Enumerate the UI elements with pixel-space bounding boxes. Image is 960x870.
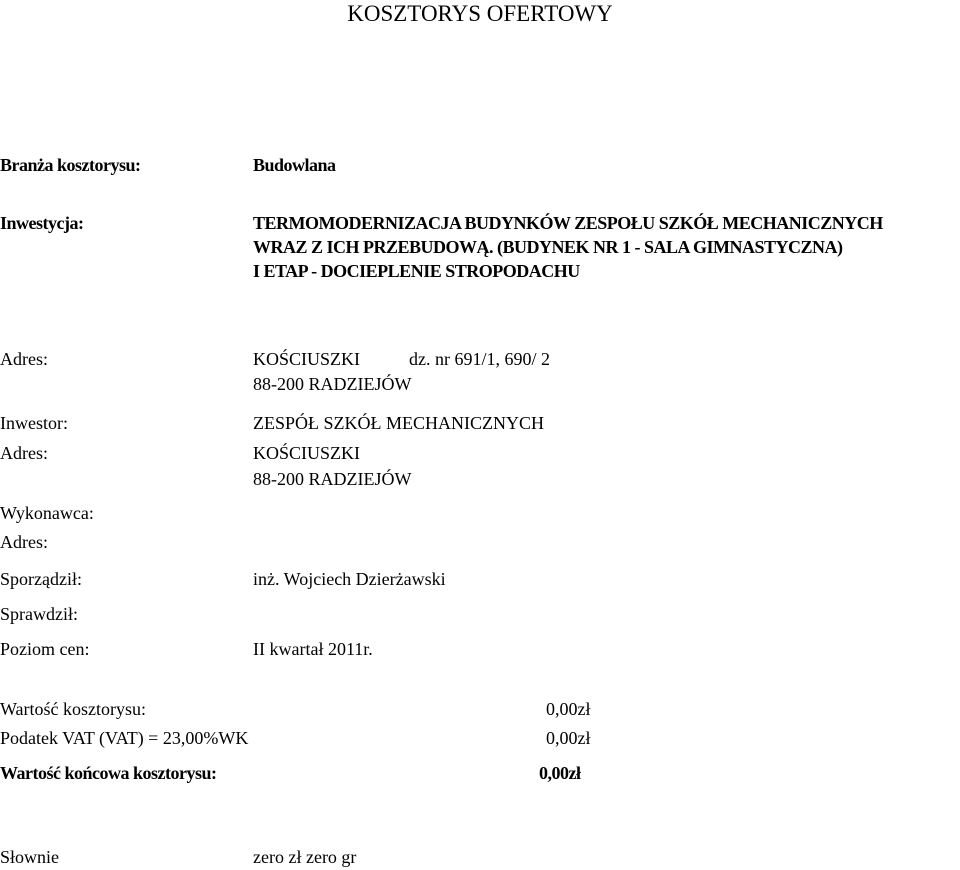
inwestor-adres-label: Adres: [0,443,48,463]
document-title: KOSZTORYS OFERTOWY [347,1,613,26]
adres-label: Adres: [0,349,48,369]
adres-plot: dz. nr 691/1, 690/ 2 [409,349,550,369]
adres-city: 88-200 RADZIEJÓW [253,374,412,394]
wartosc-value: 0,00zł [546,699,591,719]
poziom-cen-value: II kwartał 2011r. [253,639,373,659]
inwestor-name: ZESPÓŁ SZKÓŁ MECHANICZNYCH [253,413,545,433]
wartosc-label: Wartość kosztorysu: [0,699,147,719]
wykonawca-adres-label: Adres: [0,532,48,552]
inwestor-street: KOŚCIUSZKI [253,443,361,463]
inwestycja-line-2: WRAZ Z ICH PRZEBUDOWĄ. (BUDYNEK NR 1 - SALA GIMNASTYCZNA) [253,237,843,257]
adres-street: KOŚCIUSZKI [253,349,361,369]
inwestycja-line-1: TERMOMODERNIZACJA BUDYNKÓW ZESPOŁU SZKÓŁ MECHANICZNYCH [253,213,883,233]
slownie-value: zero zł zero gr [253,847,357,867]
inwestor-city: 88-200 RADZIEJÓW [253,469,412,489]
sporzadzil-label: Sporządził: [0,569,82,589]
inwestycja-line-3: I ETAP - DOCIEPLENIE STROPODACHU [253,261,580,281]
podatek-value: 0,00zł [546,728,591,748]
inwestycja-label: Inwestycja: [0,213,84,233]
sporzadzil-value: inż. Wojciech Dzierżawski [253,569,446,589]
wykonawca-label: Wykonawca: [0,503,94,523]
branza-label: Branża kosztorysu: [0,155,141,175]
wartosc-koncowa-value: 0,00zł [539,763,581,783]
inwestor-label: Inwestor: [0,413,68,433]
podatek-label: Podatek VAT (VAT) = 23,00%WK [0,728,249,748]
branza-value: Budowlana [253,155,336,175]
slownie-label: Słownie [0,847,60,867]
sprawdzil-label: Sprawdził: [0,604,78,624]
poziom-cen-label: Poziom cen: [0,639,90,659]
wartosc-koncowa-label: Wartość końcowa kosztorysu: [0,763,217,783]
